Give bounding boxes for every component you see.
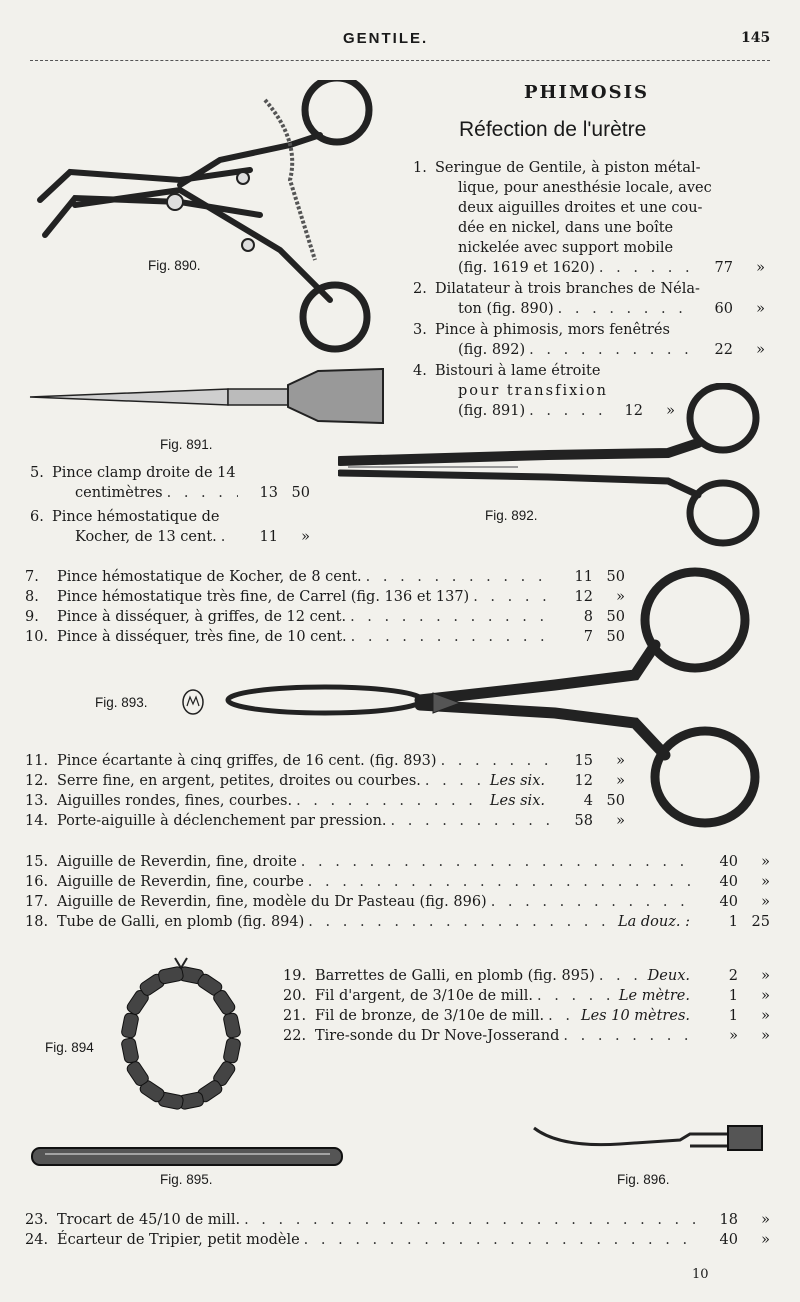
- price-cents: »: [616, 813, 625, 829]
- price-cents: »: [761, 988, 770, 1004]
- item-text: deux aiguilles droites et une cou-: [458, 200, 703, 216]
- item-number: 10.: [25, 629, 49, 645]
- item-text: Barrettes de Galli, en plomb (fig. 895): [315, 968, 595, 984]
- unit-note: Les six.: [489, 773, 545, 789]
- list-item: [25, 1210, 770, 1230]
- item-number: 21.: [283, 1008, 307, 1024]
- item-text: ton (fig. 890): [458, 301, 554, 317]
- item-number: 4.: [413, 363, 427, 379]
- price-francs: 12: [624, 403, 643, 419]
- list-item: [283, 1026, 770, 1046]
- item-text: Pince hémostatique de Kocher, de 8 cent.: [57, 569, 362, 585]
- list-item: [25, 892, 770, 912]
- price-francs: 7: [583, 629, 593, 645]
- item-number: 3.: [413, 322, 427, 338]
- item-number: 11.: [25, 753, 49, 769]
- galli-tubes-illustration: [115, 950, 255, 1120]
- item-text: Pince hémostatique très fine, de Carrel (fig. 136 et 137): [57, 589, 470, 605]
- price-francs: 13: [259, 485, 278, 501]
- item-text: pour transfixion: [458, 383, 608, 399]
- fig-892-caption: Fig. 892.: [485, 508, 538, 523]
- list-item: [25, 1230, 770, 1250]
- price-cents: »: [761, 874, 770, 890]
- item-number: 22.: [283, 1028, 307, 1044]
- price-cents: »: [616, 589, 625, 605]
- galli-bar-illustration: [30, 1145, 345, 1169]
- unit-note: La douz. :: [618, 914, 690, 930]
- item-number: 12.: [25, 773, 49, 789]
- fig-891-caption: Fig. 891.: [160, 437, 213, 452]
- price-cents: »: [301, 529, 310, 545]
- price-cents: »: [761, 968, 770, 984]
- unit-note: Deux.: [647, 968, 690, 984]
- price-francs: 58: [574, 813, 593, 829]
- price-cents: »: [761, 894, 770, 910]
- item-text: Pince clamp droite de 14: [52, 465, 236, 481]
- price-francs: 11: [259, 529, 278, 545]
- fig-893-caption: Fig. 893.: [95, 695, 148, 710]
- price-francs: 18: [719, 1212, 738, 1228]
- item-number: 13.: [25, 793, 49, 809]
- item-text: dée en nickel, dans une boîte: [458, 220, 674, 236]
- price-cents: 25: [751, 914, 770, 930]
- item-3: [413, 320, 765, 360]
- price-cents: »: [756, 260, 765, 276]
- price-cents: »: [761, 1028, 770, 1044]
- item-number: 6.: [30, 509, 44, 525]
- fig-894-caption: Fig. 894: [45, 1040, 94, 1055]
- list-item: [25, 852, 770, 872]
- item-number: 18.: [25, 914, 49, 930]
- item-number: 20.: [283, 988, 307, 1004]
- unit-note: Les six.: [489, 793, 545, 809]
- price-francs: 2: [728, 968, 738, 984]
- item-text: Fil de bronze, de 3/10e de mill.: [315, 1008, 545, 1024]
- price-francs: 22: [714, 342, 733, 358]
- running-title: GENTILE.: [343, 30, 429, 47]
- item-text: Seringue de Gentile, à piston métal-: [435, 160, 701, 176]
- price-francs: »: [729, 1028, 738, 1044]
- price-cents: 50: [291, 485, 310, 501]
- item-text: Pince hémostatique de: [52, 509, 220, 525]
- item-text: nickelée avec support mobile: [458, 240, 674, 256]
- item-text: Aiguille de Reverdin, fine, droite: [57, 854, 297, 870]
- list-item: [283, 986, 770, 1006]
- fig-890-caption: Fig. 890.: [148, 258, 201, 273]
- item-number: 7.: [25, 569, 39, 585]
- item-number: 1.: [413, 160, 427, 176]
- item-number: 8.: [25, 589, 39, 605]
- price-cents: »: [756, 342, 765, 358]
- unit-note: Le mètre.: [618, 988, 690, 1004]
- phimosis-forceps-illustration: [338, 383, 763, 548]
- item-text: (fig. 1619 et 1620): [458, 260, 595, 276]
- price-francs: 12: [574, 773, 593, 789]
- unit-note: Les 10 mètres.: [580, 1008, 690, 1024]
- galli-tube: [158, 966, 184, 984]
- scalpel-illustration: [28, 365, 388, 430]
- item-number: 19.: [283, 968, 307, 984]
- item-1: [413, 158, 765, 278]
- price-francs: 40: [719, 1232, 738, 1248]
- list-item: [25, 912, 770, 932]
- item-text: centimètres: [75, 485, 163, 501]
- price-francs: 1: [728, 1008, 738, 1024]
- price-francs: 11: [574, 569, 593, 585]
- item-text: Aiguille de Reverdin, fine, courbe: [57, 874, 304, 890]
- item-text: (fig. 891): [458, 403, 526, 419]
- price-francs: 4: [583, 793, 593, 809]
- price-francs: 40: [719, 894, 738, 910]
- fig-896-caption: Fig. 896.: [617, 1172, 670, 1187]
- price-cents: 50: [606, 793, 625, 809]
- price-list-c: [25, 852, 770, 932]
- item-text: Aiguille de Reverdin, fine, modèle du Dr Pasteau (fig. 896): [57, 894, 487, 910]
- reverdin-needle-illustration: [530, 1120, 770, 1160]
- price-cents: »: [761, 854, 770, 870]
- item-text: Aiguilles rondes, fines, courbes.: [57, 793, 293, 809]
- price-francs: 1: [728, 988, 738, 1004]
- item-text: Pince à disséquer, à griffes, de 12 cent.: [57, 609, 347, 625]
- price-list-d: [283, 966, 770, 1046]
- item-number: 9.: [25, 609, 39, 625]
- item-number: 14.: [25, 813, 49, 829]
- price-cents: »: [616, 773, 625, 789]
- retractor-forceps-illustration: [225, 565, 765, 835]
- price-cents: 50: [606, 629, 625, 645]
- price-francs: 12: [574, 589, 593, 605]
- section-title: PHIMOSIS: [524, 82, 649, 103]
- fig-895-caption: Fig. 895.: [160, 1172, 213, 1187]
- item-2: [413, 279, 765, 319]
- item-text: Fil d'argent, de 3/10e de mill.: [315, 988, 534, 1004]
- item-text: Tube de Galli, en plomb (fig. 894): [57, 914, 305, 930]
- item-text: Tire-sonde du Dr Nove-Josserand: [315, 1028, 560, 1044]
- item-text: Dilatateur à trois branches de Néla-: [435, 281, 700, 297]
- price-cents: »: [761, 1212, 770, 1228]
- item-text: Trocart de 45/10 de mill.: [57, 1212, 241, 1228]
- item-number: 23.: [25, 1212, 49, 1228]
- galli-tube: [121, 1012, 139, 1038]
- list-item: [25, 872, 770, 892]
- header-rule: [30, 60, 770, 61]
- price-cents: »: [761, 1232, 770, 1248]
- item-text: lique, pour anesthésie locale, avec: [458, 180, 712, 196]
- printer-signature: 10: [692, 1267, 709, 1282]
- price-list-e: [25, 1210, 770, 1250]
- manufacturer-mark-icon: [180, 688, 206, 716]
- item-number: 17.: [25, 894, 49, 910]
- item-number: 5.: [30, 465, 44, 481]
- list-item: [283, 966, 770, 986]
- dilator-illustration: [30, 80, 390, 360]
- item-number: 2.: [413, 281, 427, 297]
- galli-tube: [223, 1012, 241, 1038]
- price-cents: 50: [606, 609, 625, 625]
- page-number: 145: [741, 30, 771, 46]
- price-francs: 77: [714, 260, 733, 276]
- list-item: [283, 1006, 770, 1026]
- price-francs: 8: [583, 609, 593, 625]
- item-text: Kocher, de 13 cent.: [75, 529, 217, 545]
- item-number: 24.: [25, 1232, 49, 1248]
- galli-tube: [223, 1037, 241, 1063]
- item-text: Écarteur de Tripier, petit modèle: [57, 1232, 300, 1248]
- price-francs: 40: [719, 874, 738, 890]
- galli-tube: [121, 1037, 139, 1063]
- price-francs: 40: [719, 854, 738, 870]
- price-francs: 15: [574, 753, 593, 769]
- price-cents: »: [756, 301, 765, 317]
- item-text: Pince à disséquer, très fine, de 10 cent.: [57, 629, 347, 645]
- item-number: 16.: [25, 874, 49, 890]
- section-subtitle: Réfection de l'urètre: [459, 118, 647, 141]
- price-cents: 50: [606, 569, 625, 585]
- price-cents: »: [616, 753, 625, 769]
- item-text: Pince écartante à cinq griffes, de 16 cent. (fig. 893): [57, 753, 437, 769]
- price-cents: »: [761, 1008, 770, 1024]
- item-number: 15.: [25, 854, 49, 870]
- item-text: Serre fine, en argent, petites, droites ou courbes.: [57, 773, 421, 789]
- price-cents: »: [666, 403, 675, 419]
- item-text: Pince à phimosis, mors fenêtrés: [435, 322, 670, 338]
- item-5: [30, 463, 310, 503]
- item-text: (fig. 892): [458, 342, 526, 358]
- price-francs: 60: [714, 301, 733, 317]
- item-text: Porte-aiguille à déclenchement par pression.: [57, 813, 387, 829]
- item-6: [30, 507, 310, 547]
- price-francs: 1: [728, 914, 738, 930]
- item-text: Bistouri à lame étroite: [435, 363, 601, 379]
